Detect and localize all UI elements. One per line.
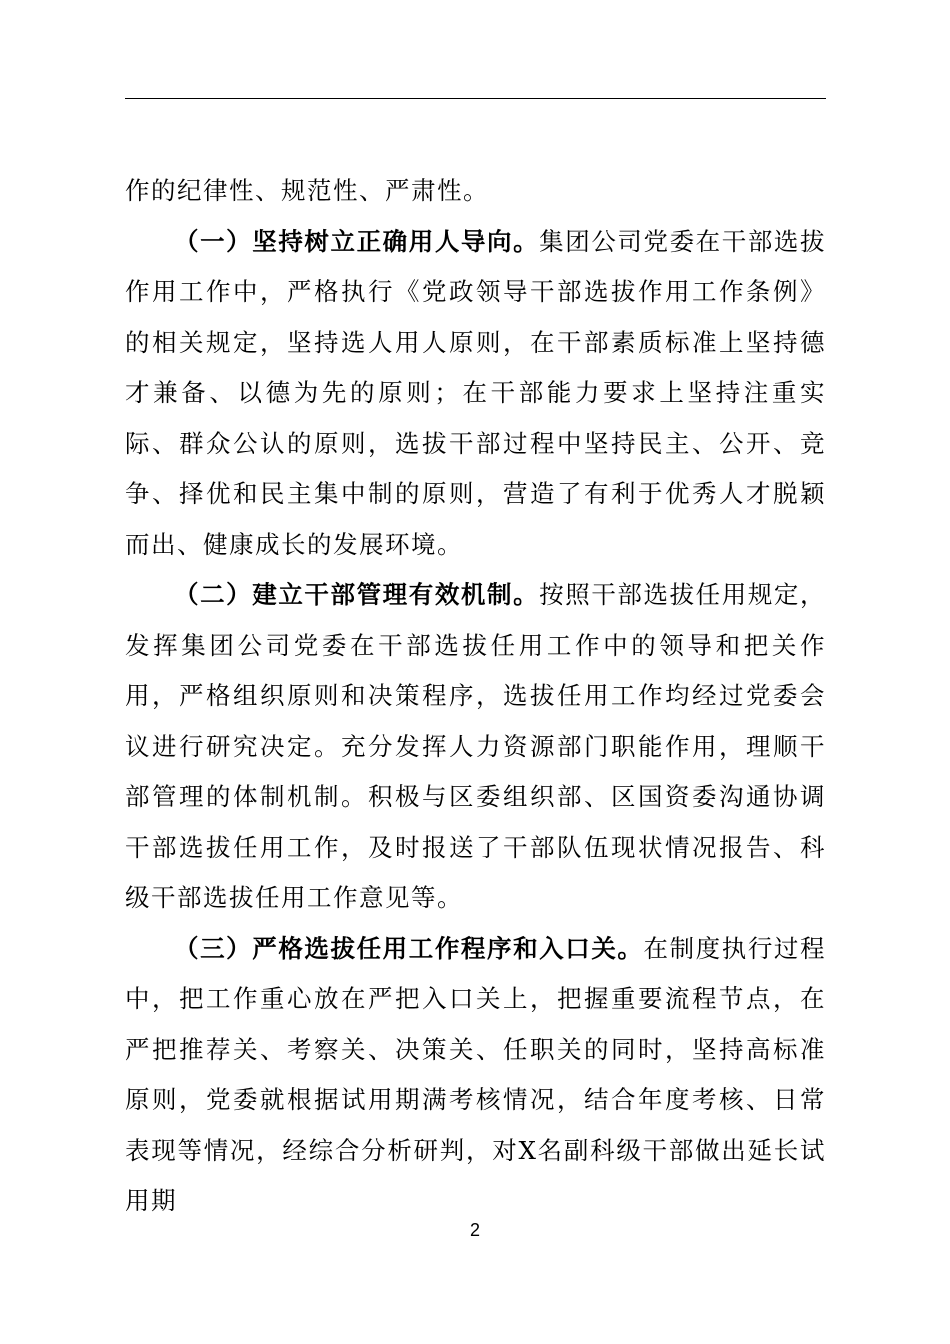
page-number: 2 bbox=[469, 1220, 480, 1240]
section-heading-3: （三）严格选拔任用工作程序和入口关。 bbox=[174, 933, 644, 963]
paragraph-text: 作的纪律性、规范性、严肃性。 bbox=[125, 176, 489, 205]
paragraph-section-3 bbox=[125, 924, 826, 1227]
paragraph-text: 集团公司党委在干部选拔作用工作中，严格执行《党政领导干部选拔作用工作条例》的相关规定，坚持选人用人原则，在干部素质标准上坚持德才兼备、以德为先的原则；在干部能力要求上坚持注重实际、群众公认的原则，选拔干部过程中坚持民主、公开、竞争、择优和民主集中制的原则，营造了有利于优秀人才脱颖而出、健康成长的发展环境。 bbox=[125, 226, 827, 559]
section-heading-1: （一）坚持树立正确用人导向。 bbox=[174, 226, 540, 256]
paragraph-continuation bbox=[125, 166, 826, 217]
paragraph-section-1 bbox=[125, 217, 826, 571]
paragraph-section-2 bbox=[125, 570, 826, 924]
paragraph-text: 在制度执行过程中，把工作重心放在严把入口关上，把握重要流程节点，在严把推荐关、考察关、决策关、任职关的同时，坚持高标准原则，党委就根据试用期满考核情况，结合年度考核、日常表现等情况，经综合分析研判，对X名副科级干部做出延长试用期 bbox=[125, 933, 826, 1215]
paragraph-text: 按照干部选拔任用规定，发挥集团公司党委在干部选拔任用工作中的领导和把关作用，严格组织原则和决策程序，选拔任用工作均经过党委会议进行研究决定。充分发挥人力资源部门职能作用，理顺干部管理的体制机制。积极与区委组织部、区国资委沟通协调干部选拔任用工作，及时报送了干部队伍现状情况报告、科级干部选拔任用工作意见等。 bbox=[125, 580, 827, 912]
header-rule bbox=[125, 98, 826, 99]
section-heading-2: （二）建立干部管理有效机制。 bbox=[174, 580, 540, 609]
document-body bbox=[125, 166, 826, 1227]
